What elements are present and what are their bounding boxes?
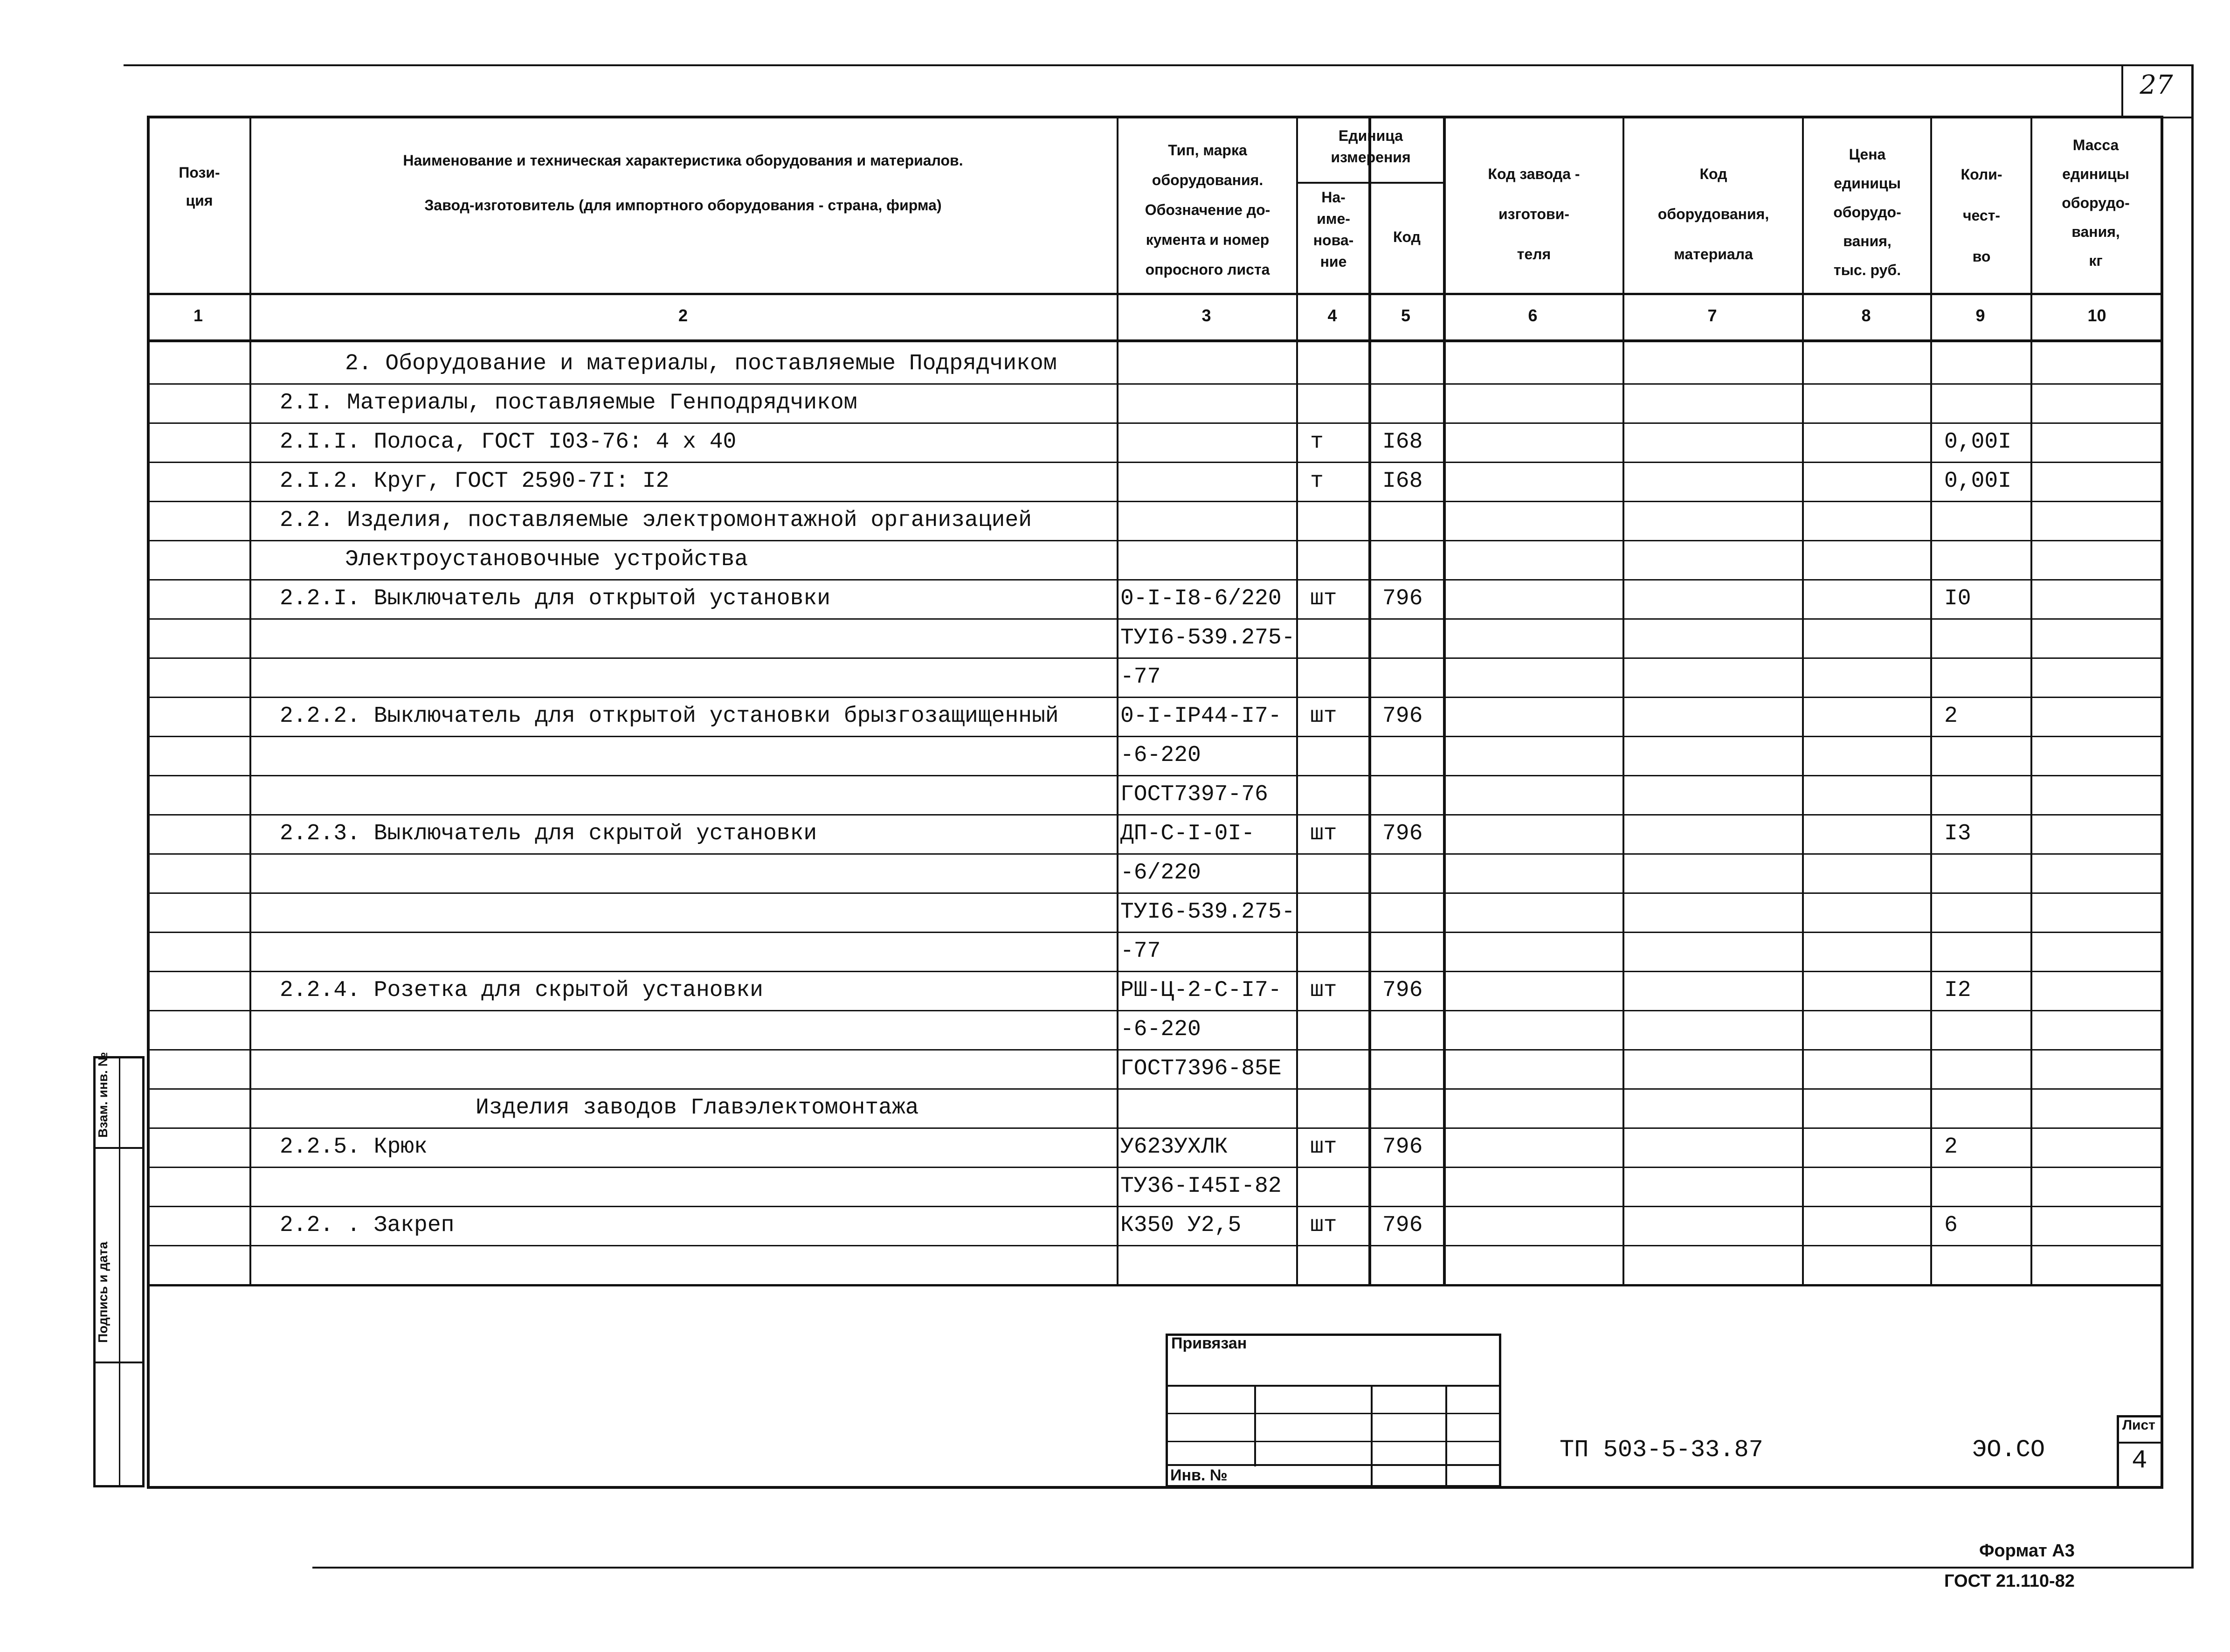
- table-body-bottom-line: [147, 1284, 2163, 1286]
- column-number: 6: [1528, 306, 1538, 325]
- header-name: Наименование и техническая характеристика оборудования и материалов. Завод-изготовитель (для импортного оборудования - страна, фирма): [403, 152, 963, 214]
- row-type: ТУI6-539.275-: [1120, 899, 1295, 925]
- column-line: [1622, 116, 1624, 1284]
- row-type: -6-220: [1120, 1017, 1201, 1042]
- row-type: У623УХЛК: [1120, 1134, 1228, 1160]
- column-number: 4: [1327, 306, 1337, 325]
- margin-inv-zam-label: Взам. инв. №: [96, 1052, 110, 1138]
- row-unit: т: [1310, 469, 1324, 494]
- row-type: РШ-Ц-2-С-I7-: [1120, 978, 1282, 1003]
- bound-stamp-vline-3: [1445, 1385, 1447, 1487]
- row-name: 2.2.5. Крюк: [280, 1134, 428, 1160]
- row-quantity: 0,00I: [1944, 469, 2012, 494]
- column-line: [1930, 116, 1932, 1284]
- row-type: К350 У2,5: [1120, 1213, 1242, 1238]
- row-unit: шт: [1310, 821, 1337, 846]
- frame-right: [2191, 64, 2194, 1568]
- row-type: -77: [1120, 939, 1161, 964]
- row-quantity: I0: [1944, 586, 1971, 611]
- header-price: Цена единицы оборудо- вания, тыс. руб.: [1833, 146, 1901, 278]
- sheet-number: 4: [2132, 1445, 2147, 1475]
- header-unit-group: Единица измерения: [1331, 127, 1411, 166]
- row-type: -6-220: [1120, 743, 1201, 768]
- column-number: 10: [2087, 306, 2106, 325]
- row-quantity: 0,00I: [1944, 429, 2012, 455]
- bound-stamp-line-1: [1166, 1385, 1501, 1387]
- row-type: ТУI6-539.275-: [1120, 625, 1295, 650]
- row-unit: шт: [1310, 978, 1337, 1003]
- page-number-handwritten: 27: [2140, 70, 2173, 100]
- header-position: Пози- ция: [179, 164, 220, 209]
- row-name: 2.I.2. Круг, ГОСТ 2590-7I: I2: [280, 469, 670, 494]
- bound-stamp-line-3: [1166, 1441, 1501, 1442]
- row-name: 2.2.4. Розетка для скрытой установки: [280, 978, 763, 1003]
- row-type: ТУ36-I45I-82: [1120, 1174, 1282, 1199]
- column-line: [1802, 116, 1804, 1284]
- column-line: [2030, 116, 2032, 1284]
- row-code: I68: [1382, 429, 1423, 455]
- margin-stamp-inner-line: [119, 1056, 120, 1487]
- bound-stamp-vline-2: [1371, 1385, 1373, 1487]
- row-unit: шт: [1310, 1213, 1337, 1238]
- header-factory-code: Код завода - изготови- теля: [1488, 166, 1580, 263]
- column-number: 5: [1401, 306, 1411, 325]
- column-number: 8: [1861, 306, 1871, 325]
- bound-stamp-label: Привязан: [1171, 1334, 1247, 1352]
- row-name: Электроустановочные устройства: [345, 547, 748, 572]
- header-unit-code: Код: [1393, 228, 1421, 245]
- column-number: 7: [1707, 306, 1717, 325]
- row-name: Изделия заводов Главэлектомонтажа: [476, 1095, 919, 1120]
- top-rule: [124, 64, 2194, 66]
- row-type: 0-I-IP44-I7-: [1120, 704, 1282, 729]
- row-name: 2.2.3. Выключатель для скрытой установки: [280, 821, 817, 846]
- header-equipment-code: Код оборудования, материала: [1657, 166, 1769, 263]
- column-number: 1: [193, 306, 203, 325]
- row-unit: шт: [1310, 1134, 1337, 1160]
- row-unit: т: [1310, 429, 1324, 455]
- column-number: 2: [678, 306, 688, 325]
- row-name: 2. Оборудование и материалы, поставляемые Подрядчиком: [345, 351, 1057, 376]
- header-type: Тип, марка оборудования. Обозначение до- кумента и номер опросного листа: [1145, 142, 1270, 278]
- column-line: [249, 116, 251, 1284]
- bottom-rule: [312, 1567, 2194, 1569]
- row-name: 2.I. Материалы, поставляемые Генподрядчиком: [280, 390, 857, 415]
- column-number: 3: [1201, 306, 1211, 325]
- row-type: ГОСТ7396-85Е: [1120, 1056, 1282, 1081]
- header-unit-name: На- име- нова- ние: [1313, 189, 1354, 270]
- row-type: ДП-С-I-0I-: [1120, 821, 1255, 846]
- header-quantity: Коли- чест- во: [1961, 166, 2002, 265]
- row-type: -77: [1120, 664, 1161, 690]
- row-type: 0-I-I8-6/220: [1120, 586, 1282, 611]
- column-number: 9: [1975, 306, 1985, 325]
- format-label: Формат А3: [1979, 1541, 2075, 1561]
- row-quantity: 2: [1944, 704, 1958, 729]
- row-unit: шт: [1310, 704, 1337, 729]
- row-code: 796: [1382, 704, 1423, 729]
- gost-label: ГОСТ 21.110-82: [1944, 1571, 2075, 1591]
- row-name: 2.2.I. Выключатель для открытой установки: [280, 586, 830, 611]
- row-name: 2.I.I. Полоса, ГОСТ I03-76: 4 х 40: [280, 429, 737, 455]
- column-line: [1368, 116, 1371, 1284]
- column-number-bottom-line: [147, 339, 2163, 342]
- row-quantity: 2: [1944, 1134, 1958, 1160]
- row-quantity: 6: [1944, 1213, 1958, 1238]
- row-code: 796: [1382, 1213, 1423, 1238]
- sheet-box-divider: [2117, 1442, 2163, 1444]
- row-name: 2.2. Изделия, поставляемые электромонтажной организацией: [280, 508, 1032, 533]
- row-code: 796: [1382, 978, 1423, 1003]
- row-type: -6/220: [1120, 860, 1201, 885]
- row-quantity: I2: [1944, 978, 1971, 1003]
- unit-group-split-line: [1296, 182, 1443, 184]
- row-type: ГОСТ7397-76: [1120, 782, 1268, 807]
- section-code: ЭО.СО: [1972, 1436, 2045, 1464]
- row-name: 2.2. . Закреп: [280, 1213, 455, 1238]
- row-name: 2.2.2. Выключатель для открытой установки брызгозащищенный: [280, 704, 1059, 729]
- row-code: I68: [1382, 469, 1423, 494]
- column-line: [1117, 116, 1118, 1284]
- margin-signature-date-label: Подпись и дата: [96, 1242, 110, 1343]
- row-code: 796: [1382, 586, 1423, 611]
- row-quantity: I3: [1944, 821, 1971, 846]
- header-mass: Масса единицы оборудо- вания, кг: [2062, 137, 2130, 269]
- row-unit: шт: [1310, 586, 1337, 611]
- row-line: [147, 1245, 2163, 1246]
- bound-stamp-vline-1: [1254, 1385, 1256, 1466]
- sheet-label: Лист: [2122, 1417, 2155, 1433]
- bound-stamp-line-4: [1166, 1464, 1501, 1466]
- column-line: [1296, 116, 1298, 1284]
- bound-stamp-line-2: [1166, 1413, 1501, 1414]
- column-line: [1443, 116, 1446, 1284]
- inv-number-label: Инв. №: [1170, 1466, 1228, 1484]
- row-code: 796: [1382, 821, 1423, 846]
- row-code: 796: [1382, 1134, 1423, 1160]
- document-code: ТП 503-5-33.87: [1560, 1436, 1763, 1464]
- header-bottom-line: [147, 293, 2163, 295]
- row-line: [147, 1088, 2163, 1090]
